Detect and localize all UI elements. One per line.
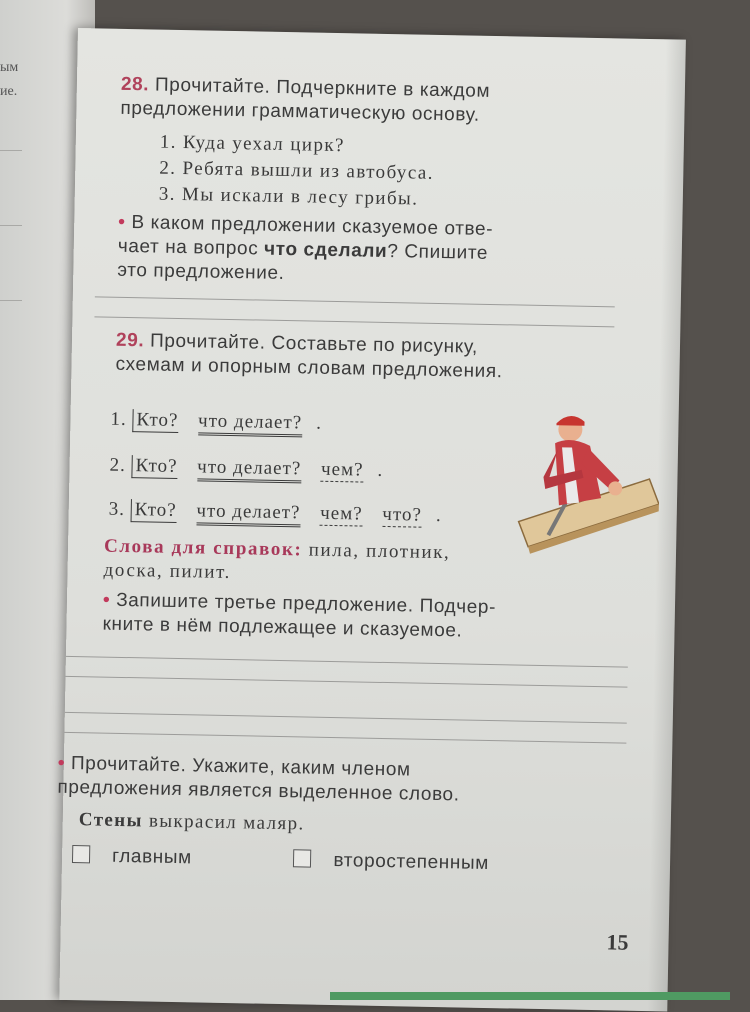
instruction-text: Прочитайте. Подчеркните в каждом <box>154 74 491 102</box>
left-page-line <box>0 225 22 226</box>
object-slot: что? <box>382 503 423 526</box>
answer-line[interactable] <box>94 316 614 327</box>
checkbox-secondary[interactable] <box>293 849 311 867</box>
sentence-2: 2. Ребята вышли из автобуса. <box>159 157 435 184</box>
subject-slot: Кто? <box>132 409 178 433</box>
question-text: ? Спишите <box>387 240 489 264</box>
predicate-slot: что делает? <box>197 456 302 483</box>
answer-line[interactable] <box>95 296 615 307</box>
instruction-text: Прочитайте. Укажите, каким членом <box>70 753 411 781</box>
scheme-3: 3. Кто? что делает? чем? что? . <box>108 498 442 527</box>
scheme-2: 2. Кто? что делает? чем? . <box>109 455 383 485</box>
reference-words-text: пила, плотник, <box>302 539 451 564</box>
green-cover-edge <box>330 992 730 1000</box>
predicate-slot: что делает? <box>196 500 301 527</box>
bullet-icon: • <box>102 589 111 611</box>
checkbox-main[interactable] <box>72 845 90 863</box>
option-main-label: главным <box>111 845 192 869</box>
exercise-number: 28. <box>120 73 150 96</box>
exercise-29 <box>115 329 706 388</box>
scheme-1: 1. Кто? что делает? . <box>110 409 322 438</box>
highlighted-word: Стены <box>78 809 144 832</box>
example-sentence: Стены выкрасил маляр. <box>78 809 305 835</box>
subject-slot: Кто? <box>131 499 177 523</box>
task-text: Запишите третье предложение. Подчер- <box>115 589 497 619</box>
option-secondary-label: второстепенным <box>333 850 490 875</box>
page-number: 15 <box>606 929 629 955</box>
exercise-number: 29. <box>115 329 145 352</box>
subject-slot: Кто? <box>131 455 177 479</box>
instrument-slot: чем? <box>320 502 363 525</box>
reference-label: Слова для справок: <box>103 535 303 561</box>
reference-words <box>102 535 694 648</box>
workbook-page <box>59 28 686 1011</box>
answer-line[interactable] <box>65 712 627 724</box>
instruction-text: предложении грамматическую основу. <box>120 97 480 126</box>
bullet-icon: • <box>118 211 126 233</box>
left-page-text-1: ым <box>0 60 19 75</box>
instruction-text: Прочитайте. Составьте по рисунку, <box>149 330 479 358</box>
left-page-line <box>0 150 22 151</box>
answer-line[interactable] <box>64 732 626 744</box>
answer-line[interactable] <box>66 656 628 668</box>
instruction-text: схемам и опорным словам предложения. <box>115 353 503 383</box>
sentence-1: 1. Куда уехал цирк? <box>159 131 346 157</box>
reference-words-text: доска, пилит. <box>103 559 232 584</box>
task-text: кните в нём подлежащее и сказуемое. <box>102 613 463 642</box>
question-text: В каком предложении сказуемое отве- <box>131 212 494 241</box>
bullet-icon: • <box>57 752 66 774</box>
exercise-30 <box>56 752 648 879</box>
instrument-slot: чем? <box>320 458 364 481</box>
sentence-3: 3. Мы искали в лесу грибы. <box>158 183 419 210</box>
exercise-28 <box>117 73 711 294</box>
question-text: чает на вопрос <box>117 235 265 260</box>
left-page-line <box>0 300 22 301</box>
left-page-text-2: ие. <box>0 84 18 99</box>
question-text: это предложение. <box>117 259 285 285</box>
instruction-text: предложения является выделенное слово. <box>57 776 460 806</box>
answer-line[interactable] <box>66 676 628 688</box>
question-keyword: что сделали <box>263 238 388 262</box>
predicate-slot: что делает? <box>198 410 303 437</box>
